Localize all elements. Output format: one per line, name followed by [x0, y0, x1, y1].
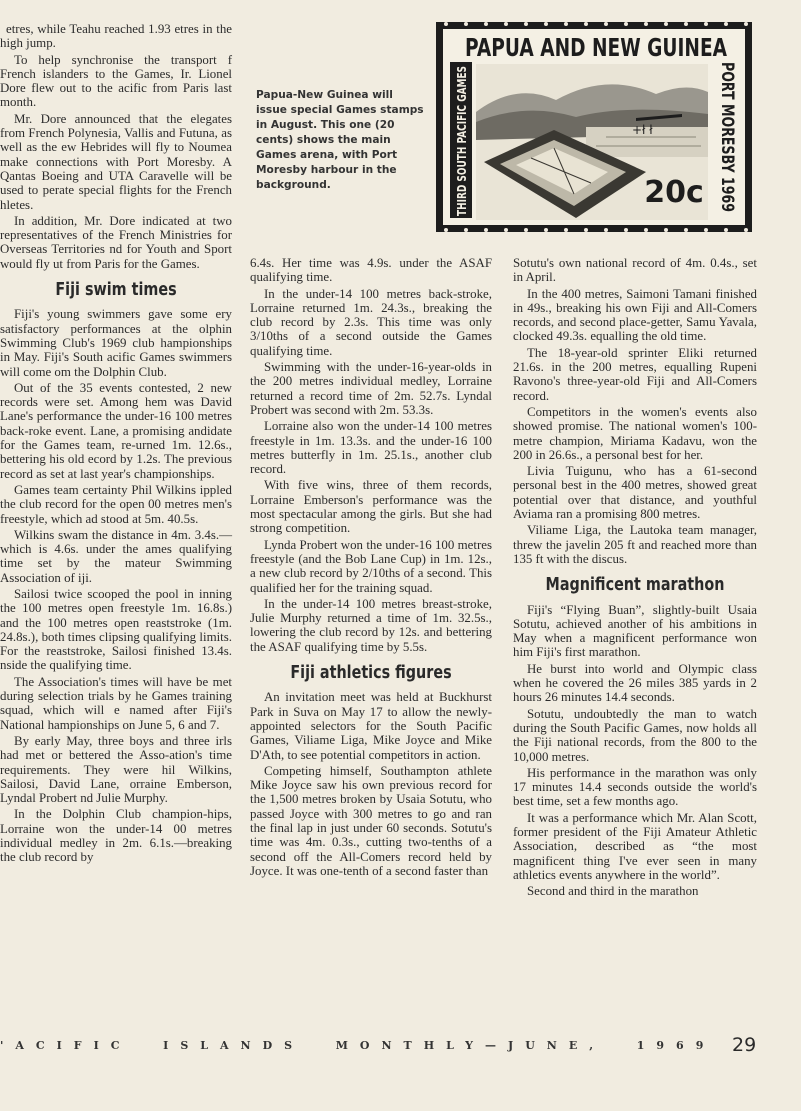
paragraph: Games team certainty Phil Wilkins ippled the club record for the open 00 metres men's freestyle, which ad stood at 5m. 40.5s.	[0, 482, 232, 526]
stamp-title: PAPUA AND NEW GUINEA	[465, 33, 728, 62]
paragraph: Wilkins swam the distance in 4m. 3.4s.—which is 4.6s. under the ames qualifying time set by the mateur Swimming Association of iji.	[0, 527, 232, 585]
section-heading-magnificent-marathon: Magnificent marathon	[545, 575, 725, 596]
page-footer	[0, 1035, 801, 1055]
section-heading-fiji-athletics-figures: Fiji athletics figures	[290, 663, 452, 684]
page-number: 29	[732, 1034, 757, 1056]
paragraph: He burst into world and Olympic class when he covered the 26 miles 385 yards in 2 hours 26 minutes 14.4 seconds.	[513, 661, 757, 705]
paragraph: Lorraine also won the under-14 100 metres freestyle in 1m. 13.3s. and the under-16 100 metres butterfly in 1m. 25.1s., another club record.	[250, 419, 492, 477]
running-footer-title: 'ACIFIC ISLANDS MONTHLY—JUNE, 1969	[0, 1039, 716, 1052]
paragraph: An invitation meet was held at Buckhurst Park in Suva on May 17 to allow the newly-appointed selectors for the South Pacific Games, Viliame Liga, Mike Joyce and Mike D'Ath, to see potential competitors in action.	[250, 690, 492, 762]
paragraph: 6.4s. Her time was 4.9s. under the ASAF qualifying time.	[250, 256, 492, 285]
paragraph: Livia Tuigunu, who has a 61-second personal best in the 400 metres, showed great potential over that distance, and youthful Aviama ran a promising 800 metres.	[513, 464, 757, 522]
svg-text:+ł ł: +ł ł	[632, 123, 653, 137]
stamp-value: 20c	[644, 175, 704, 210]
paragraph: By early May, three boys and three irls had met or bettered the Asso-ation's time requirements. They were hil Wilkins, Sailosi, David Lane, orraine Emberson, Lyndal Probert nd Julie Murphy.	[0, 733, 232, 806]
paragraph: In the under-14 100 metres back-stroke, Lorraine returned 1m. 24.3s., breaking the club record by 2.3s. This time was only 3/10ths of a second outside the Games qualifying time.	[250, 286, 492, 358]
paragraph: etres, while Teahu reached 1.93 etres in the high jump.	[0, 22, 232, 51]
section-heading-fiji-swim-times: Fiji swim times	[55, 280, 177, 301]
paragraph: It was a performance which Mr. Alan Scott, former president of the Fiji Amateur Athletic Association, described as “the most magnificent thing I've ever seen in many athletics events anywhere in the world”.	[513, 810, 757, 882]
paragraph: With five wins, three of them records, Lorraine Emberson's performance was the most spectacular among the girls. But she had strong competition.	[250, 478, 492, 536]
stamp-caption: Papua-New Guinea will issue special Games stamps in August. This one (20 cents) shows the main Games arena, with Port Moresby harbour in the background.	[256, 89, 424, 191]
column-right	[513, 256, 757, 898]
paragraph: Sotutu, undoubtedly the man to watch during the South Pacific Games, now holds all the Fiji national records, from the 800 to the 10,000 metres.	[513, 706, 757, 764]
paragraph: Competitors in the women's events also showed promise. The national women's 100-metre champion, Miriama Kadavu, won the 200 in 26.6s., a personal best for her.	[513, 404, 757, 462]
paragraph: Sailosi twice scooped the pool in inning the 100 metres open freestyle 1m. 16.8s.) and the 100 metres open reaststroke (1m. 24.8s.), both times clipsing qualifying limits. For the reaststroke, Sailosi finished 13.4s. nside the qualifying time.	[0, 586, 232, 673]
stamp-image	[436, 15, 752, 265]
paragraph: Mr. Dore announced that the elegates from French Polynesia, Vallis and Futuna, as well as the ew Hebrides will fly to Noumea make connections with Port Moresby. A Qantas Boeing and UTA Caravelle will be used to perate special flights for the French hletes.	[0, 111, 232, 212]
paragraph: In the 400 metres, Saimoni Tamani finished in 49s., breaking his own Fiji and All-Comers records, and second place-getter, Samu Yavala, clocked 49.3s. equalling the old time.	[513, 286, 757, 344]
paragraph: Second and third in the marathon	[527, 884, 699, 899]
paragraph: In addition, Mr. Dore indicated at two representatives of the French Ministries for Overseas Territories nd for Youth and Sport would fly ut from Paris for the Games.	[0, 213, 232, 271]
paragraph: To help synchronise the transport f French islanders to the Games, Ir. Lionel Dore flew out to the acific from Paris last month.	[0, 52, 232, 110]
paragraph: Competing himself, Southampton athlete Mike Joyce saw his own previous record for the 1,500 metres broken by Usaia Sotutu, who passed Joyce with 300 metres to go and ran the final lap in just under 60 seconds. Sotutu's time was 4m. 0.3s., cutting two-tenths of a second off the All-Comers record held by Joyce. It was one-tenth of a second faster than	[250, 763, 492, 878]
paragraph: The Association's times will have be met during selection trials by he Games training squad, which will e named after Fiji's National hampionships on June 5, 6 and 7.	[0, 674, 232, 732]
paragraph: His performance in the marathon was only 17 minutes 14.4 seconds outside the world's best time, set a few months ago.	[513, 765, 757, 809]
paragraph: Sotutu's own national record of 4m. 0.4s., set in April.	[513, 256, 757, 285]
paragraph: In the under-14 100 metres breast-stroke, Julie Murphy returned a time of 1m. 32.5s., lowering the club record by 12s. and bettering the ASAF qualifying time by 5.5s.	[250, 596, 492, 654]
paragraph: Fiji's “Flying Buan”, slightly-built Usaia Sotutu, achieved another of his ambitions in May when a magnificent performance won him Fiji's first marathon.	[513, 602, 757, 660]
paragraph: Viliame Liga, the Lautoka team manager, threw the javelin 205 ft and reached more than 135 ft with the discus.	[513, 523, 757, 566]
paragraph: The 18-year-old sprinter Eliki returned 21.6s. in the 200 metres, equalling Rupeni Ravono's three-year-old Fiji and All-Comers record.	[513, 345, 757, 403]
stamp-left-label: THIRD SOUTH PACIFIC GAMES	[455, 15, 469, 216]
column-left	[0, 22, 232, 865]
column-middle	[250, 256, 492, 878]
paragraph: Swimming with the under-16-year-olds in the 200 metres individual medley, Lorraine returned a record time of 2m. 52.7s. Lyndal Probert was second with 2m. 53.3s.	[250, 360, 492, 417]
stamp-right-label: PORT MORESBY 1969	[717, 62, 737, 265]
paragraph: In the Dolphin Club champion-hips, Lorraine won the under-14 00 metres individual medley in 2m. 6.1s.—breaking the club record by	[0, 807, 232, 865]
paragraph: Out of the 35 events contested, 2 new records were set. Among hem was David Lane's performance the under-16 100 metres back-roke event. Lane, a promising andidate for the Games team, re-urned 1m. 12.6s., bettering his old ecord by 1.2s. The previous record as set at last year's championships.	[0, 380, 232, 481]
paragraph: Lynda Probert won the under-16 100 metres freestyle (and the Bob Lane Cup) in 1m. 12s., a new club record by 2/10ths of a second. This qualified her for the training squad.	[250, 537, 492, 595]
paragraph: Fiji's young swimmers gave some ery satisfactory performances at the olphin Swimming Club's 1969 club hampionships in May. Fiji's South acific Games swimmers will come om the Dolphin Club.	[0, 307, 232, 379]
